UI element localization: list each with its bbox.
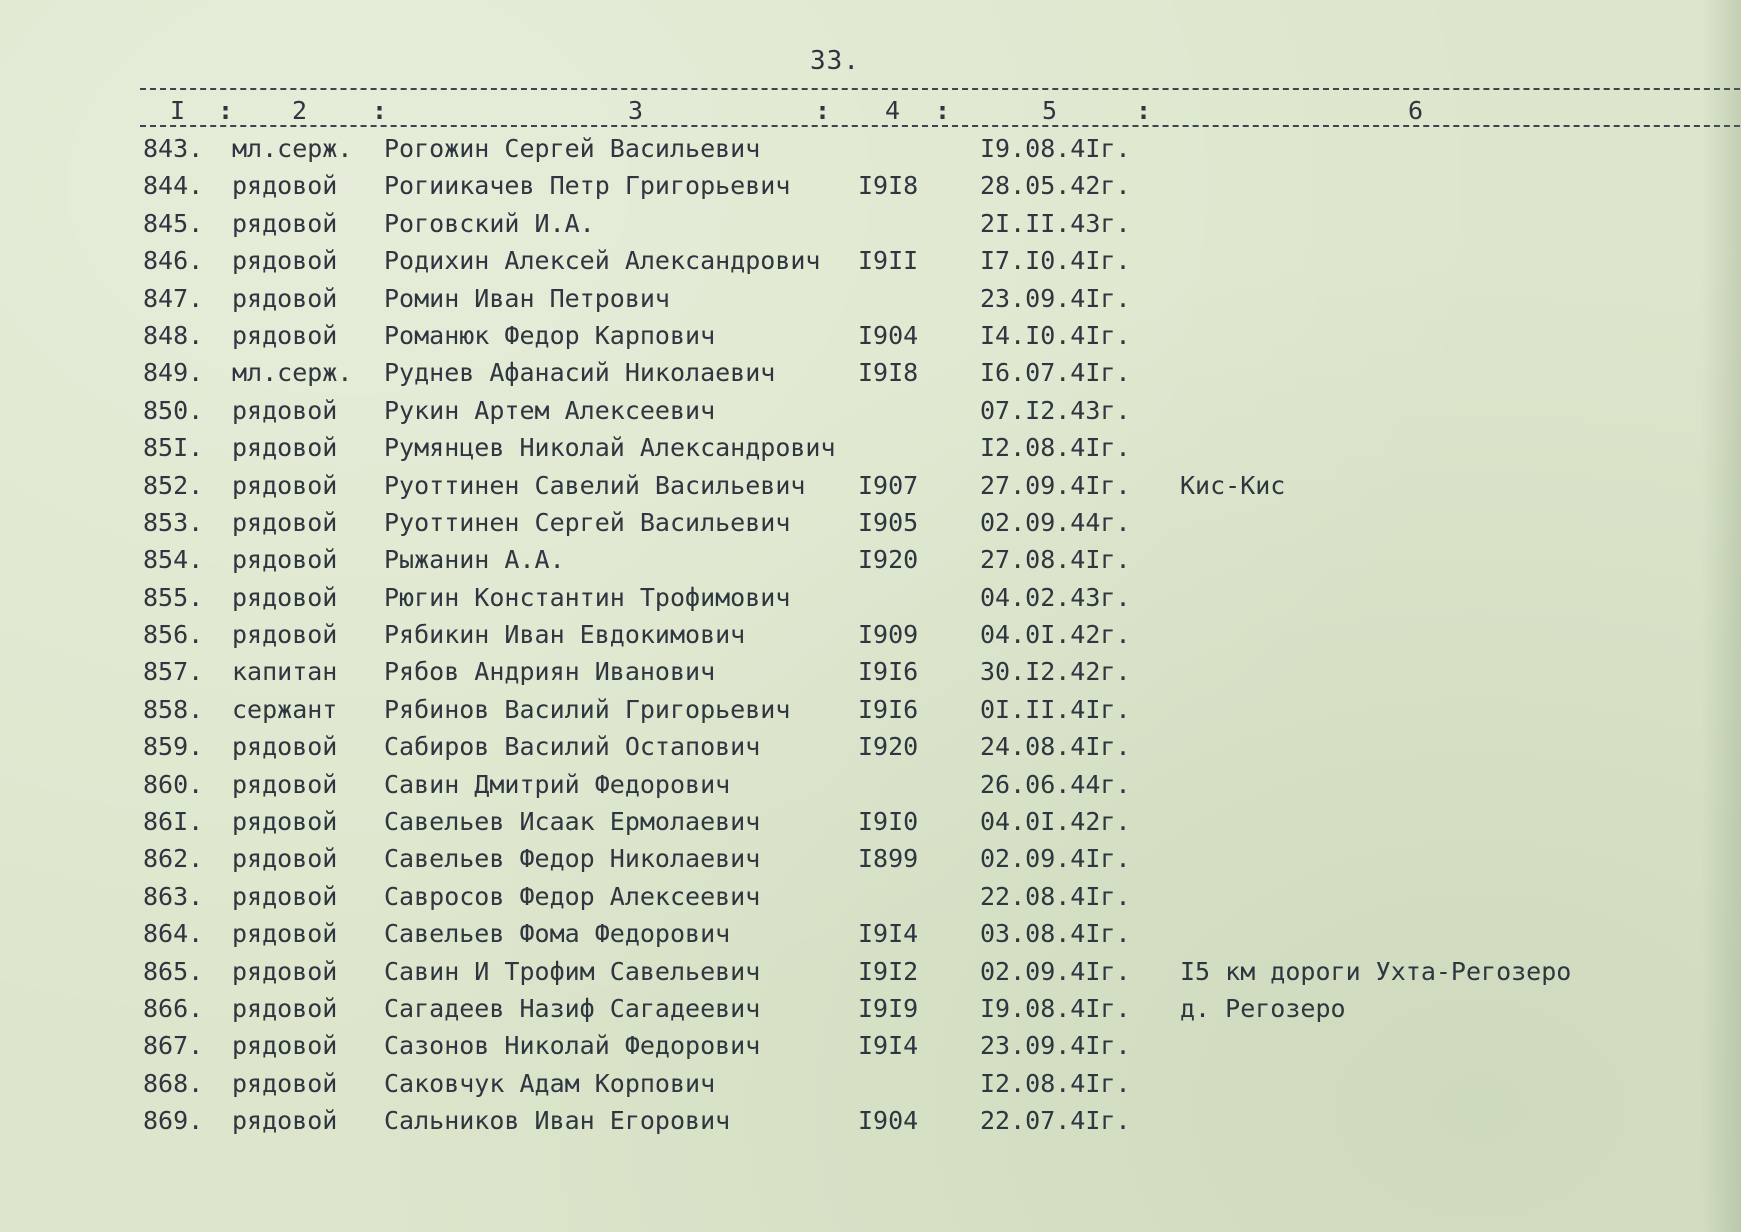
row-rank: рядовой <box>232 732 338 762</box>
row-place: I5 км дороги Ухта-Регозеро <box>1180 956 1572 986</box>
row-number: 864. <box>143 919 204 949</box>
table-row <box>0 504 1741 541</box>
row-name: Савин Дмитрий Федорович <box>384 769 731 799</box>
row-rank: рядовой <box>232 320 338 350</box>
row-number: 849. <box>143 358 204 388</box>
row-number: 856. <box>143 620 204 650</box>
table-row <box>0 728 1741 765</box>
row-birth-year: I9I4 <box>858 1031 919 1061</box>
row-name: Савин И Трофим Савельевич <box>384 956 761 986</box>
row-name: Савельев Федор Николаевич <box>384 844 761 874</box>
row-date: 07.I2.43г. <box>980 395 1131 425</box>
row-rank: рядовой <box>232 807 338 837</box>
table-row <box>0 317 1741 354</box>
header-col-6: 6 <box>1408 96 1424 125</box>
row-date: 23.09.4Iг. <box>980 1031 1131 1061</box>
header-separator: : <box>815 96 831 125</box>
row-birth-year: I9I2 <box>858 956 919 986</box>
row-number: 869. <box>143 1106 204 1136</box>
row-rank: сержант <box>232 694 338 724</box>
row-date: 28.05.42г. <box>980 171 1131 201</box>
row-number: 845. <box>143 208 204 238</box>
row-place: Кис-Кис <box>1180 470 1286 500</box>
row-number: 86I. <box>143 807 204 837</box>
row-number: 85I. <box>143 433 204 463</box>
header-col-5: 5 <box>1042 96 1058 125</box>
row-name: Сабиров Василий Остапович <box>384 732 761 762</box>
table-row <box>0 803 1741 840</box>
table-row <box>0 990 1741 1027</box>
row-birth-year: I904 <box>858 1106 919 1136</box>
header-separator: : <box>1136 96 1152 125</box>
row-date: I9.08.4Iг. <box>980 134 1131 163</box>
row-rank: рядовой <box>232 1031 338 1061</box>
table-row <box>0 205 1741 242</box>
row-birth-year: I9I8 <box>858 358 919 388</box>
table-row <box>0 840 1741 877</box>
row-date: I7.I0.4Iг. <box>980 246 1131 276</box>
table-row <box>0 242 1741 279</box>
row-name: Савельев Фома Федорович <box>384 919 731 949</box>
table-row <box>0 653 1741 690</box>
table-row <box>0 915 1741 952</box>
row-rank: рядовой <box>232 620 338 650</box>
row-birth-year: I899 <box>858 844 919 874</box>
row-number: 852. <box>143 470 204 500</box>
row-name: Роговский И.А. <box>384 208 595 238</box>
table-row <box>0 541 1741 578</box>
row-place: д. Регозеро <box>1180 993 1346 1023</box>
row-birth-year: I9I0 <box>858 807 919 837</box>
row-date: 02.09.4Iг. <box>980 956 1131 986</box>
row-rank: рядовой <box>232 433 338 463</box>
row-rank: рядовой <box>232 1106 338 1136</box>
row-date: 30.I2.42г. <box>980 657 1131 687</box>
row-number: 848. <box>143 320 204 350</box>
row-number: 866. <box>143 993 204 1023</box>
row-number: 855. <box>143 582 204 612</box>
row-birth-year: I9I6 <box>858 694 919 724</box>
table-row <box>0 691 1741 728</box>
row-rank: рядовой <box>232 769 338 799</box>
row-rank: рядовой <box>232 283 338 313</box>
row-rank: рядовой <box>232 1068 338 1098</box>
row-name: Рогиикачев Петр Григорьевич <box>384 171 791 201</box>
row-number: 862. <box>143 844 204 874</box>
row-birth-year: I9I4 <box>858 919 919 949</box>
row-name: Рябов Андриян Иванович <box>384 657 716 687</box>
header-separator: : <box>935 96 951 125</box>
row-rank: рядовой <box>232 246 338 276</box>
row-number: 867. <box>143 1031 204 1061</box>
row-date: 27.09.4Iг. <box>980 470 1131 500</box>
table-row <box>0 429 1741 466</box>
row-number: 858. <box>143 694 204 724</box>
header-separator: : <box>372 96 388 125</box>
row-date: 04.0I.42г. <box>980 807 1131 837</box>
row-rank: рядовой <box>232 844 338 874</box>
row-number: 868. <box>143 1068 204 1098</box>
row-date: I6.07.4Iг. <box>980 358 1131 388</box>
row-rank: рядовой <box>232 881 338 911</box>
row-rank: рядовой <box>232 956 338 986</box>
table-row <box>0 167 1741 204</box>
header-bottom-rule <box>140 125 1740 127</box>
table-body <box>0 130 1741 1140</box>
row-rank: рядовой <box>232 507 338 537</box>
row-name: Ромин Иван Петрович <box>384 283 670 313</box>
row-date: I4.I0.4Iг. <box>980 320 1131 350</box>
row-name: Руднев Афанасий Николаевич <box>384 358 776 388</box>
row-name: Саковчук Адам Корпович <box>384 1068 716 1098</box>
table-row <box>0 467 1741 504</box>
row-rank: рядовой <box>232 582 338 612</box>
row-name: Сазонов Николай Федорович <box>384 1031 761 1061</box>
row-rank: рядовой <box>232 470 338 500</box>
row-number: 844. <box>143 171 204 201</box>
header-col-3: 3 <box>628 96 644 125</box>
row-name: Савросов Федор Алексеевич <box>384 881 761 911</box>
header-separator: : <box>218 96 234 125</box>
row-number: 860. <box>143 769 204 799</box>
row-birth-year: I9I9 <box>858 993 919 1023</box>
row-number: 850. <box>143 395 204 425</box>
row-rank: капитан <box>232 657 338 687</box>
row-name: Романюк Федор Карпович <box>384 320 716 350</box>
row-name: Рукин Артем Алексеевич <box>384 395 716 425</box>
row-date: I2.08.4Iг. <box>980 433 1131 463</box>
row-birth-year: I909 <box>858 620 919 650</box>
row-date: 27.08.4Iг. <box>980 545 1131 575</box>
row-rank: рядовой <box>232 171 338 201</box>
row-date: 02.09.4Iг. <box>980 844 1131 874</box>
row-date: 0I.II.4Iг. <box>980 694 1131 724</box>
row-birth-year: I905 <box>858 507 919 537</box>
page-number: 33. <box>810 46 860 76</box>
row-name: Румянцев Николай Александрович <box>384 433 836 463</box>
row-number: 859. <box>143 732 204 762</box>
row-name: Рыжанин А.А. <box>384 545 565 575</box>
row-date: I2.08.4Iг. <box>980 1068 1131 1098</box>
page-edge-shadow <box>1701 0 1741 1232</box>
row-name: Рогожин Сергей Васильевич <box>384 134 761 163</box>
row-date: 22.07.4Iг. <box>980 1106 1131 1136</box>
row-date: 2I.II.43г. <box>980 208 1131 238</box>
row-date: I9.08.4Iг. <box>980 993 1131 1023</box>
table-row <box>0 1027 1741 1064</box>
row-birth-year: I9II <box>858 246 919 276</box>
table-row <box>0 579 1741 616</box>
row-number: 863. <box>143 881 204 911</box>
row-date: 03.08.4Iг. <box>980 919 1131 949</box>
row-number: 843. <box>143 134 204 163</box>
row-number: 865. <box>143 956 204 986</box>
row-rank: мл.серж. <box>232 358 353 388</box>
row-number: 857. <box>143 657 204 687</box>
header-col-1: I <box>170 96 186 125</box>
table-row <box>0 130 1741 167</box>
table-row <box>0 766 1741 803</box>
row-date: 22.08.4Iг. <box>980 881 1131 911</box>
row-name: Рябикин Иван Евдокимович <box>384 620 746 650</box>
row-number: 847. <box>143 283 204 313</box>
header-col-2: 2 <box>292 96 308 125</box>
table-row <box>0 280 1741 317</box>
row-birth-year: I920 <box>858 545 919 575</box>
table-row <box>0 392 1741 429</box>
row-birth-year: I907 <box>858 470 919 500</box>
table-row <box>0 953 1741 990</box>
row-number: 854. <box>143 545 204 575</box>
row-number: 846. <box>143 246 204 276</box>
row-name: Савельев Исаак Ермолаевич <box>384 807 761 837</box>
row-date: 26.06.44г. <box>980 769 1131 799</box>
row-birth-year: I9I6 <box>858 657 919 687</box>
table-row <box>0 1102 1741 1139</box>
row-birth-year: I9I8 <box>858 171 919 201</box>
row-name: Рябинов Василий Григорьевич <box>384 694 791 724</box>
row-rank: рядовой <box>232 993 338 1023</box>
row-rank: рядовой <box>232 545 338 575</box>
row-birth-year: I920 <box>858 732 919 762</box>
row-number: 853. <box>143 507 204 537</box>
row-name: Рюгин Константин Трофимович <box>384 582 791 612</box>
table-row <box>0 1065 1741 1102</box>
row-rank: рядовой <box>232 208 338 238</box>
row-rank: рядовой <box>232 919 338 949</box>
row-name: Руоттинен Сергей Васильевич <box>384 507 791 537</box>
row-name: Руоттинен Савелий Васильевич <box>384 470 806 500</box>
row-name: Сальников Иван Егорович <box>384 1106 731 1136</box>
table-row <box>0 878 1741 915</box>
header-col-4: 4 <box>885 96 901 125</box>
row-name: Родихин Алексей Александрович <box>384 246 821 276</box>
row-birth-year: I904 <box>858 320 919 350</box>
row-date: 23.09.4Iг. <box>980 283 1131 313</box>
row-rank: рядовой <box>232 395 338 425</box>
row-date: 24.08.4Iг. <box>980 732 1131 762</box>
row-name: Сагадеев Назиф Сагадеевич <box>384 993 761 1023</box>
header-top-rule <box>140 88 1740 90</box>
row-rank: мл.серж. <box>232 134 353 163</box>
table-header <box>0 96 1741 124</box>
row-date: 04.0I.42г. <box>980 620 1131 650</box>
table-row <box>0 616 1741 653</box>
row-date: 02.09.44г. <box>980 507 1131 537</box>
row-date: 04.02.43г. <box>980 582 1131 612</box>
table-row <box>0 354 1741 391</box>
